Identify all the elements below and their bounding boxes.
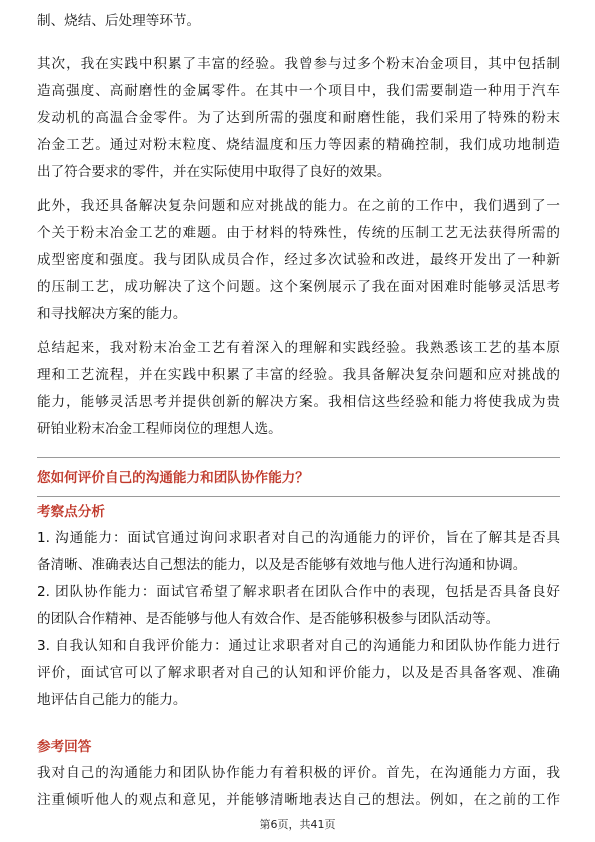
paragraph-problem-solving [37, 193, 560, 328]
text-line: 研铂业粉末冶金工程师岗位的理想人选。 [37, 421, 282, 437]
text-line: 其次，我在实践中积累了丰富的经验。我曾参与过多个粉末冶金项目，其中包括制 [37, 56, 560, 72]
text-line: 我对自己的沟通能力和团队协作能力有着积极的评价。首先，在沟通能力方面，我 [37, 765, 560, 781]
paragraph-summary [37, 335, 560, 443]
text-line: 此外，我还具备解决复杂问题和应对挑战的能力。在之前的工作中，我们遇到了一 [37, 198, 560, 214]
page-footer: 第6页，共41页 [259, 818, 336, 831]
list-item: 评价，面试官可以了解求职者对自己的认知和评价能力，以及是否具备客观、准确 [37, 665, 560, 681]
analysis-list [37, 525, 560, 714]
paragraph-continuation [37, 8, 560, 35]
text-line: 冶金工艺。通过对粉末粒度、烧结温度和压力等因素的精确控制，我们成功地制造 [37, 137, 560, 153]
list-item: 2. 团队协作能力：面试官希望了解求职者在团队合作中的表现，包括是否具备良好 [37, 584, 560, 600]
text-line: 造高强度、高耐磨性的金属零件。在其中一个项目中，我们需要制造一种用于汽车 [37, 83, 560, 99]
answer-paragraph [37, 760, 560, 814]
list-item: 的团队合作精神、是否能够与他人有效合作、是否能够积极参与团队活动等。 [37, 611, 500, 627]
text-line: 个关于粉末冶金工艺的难题。由于材料的特殊性，传统的压制工艺无法获得所需的 [37, 225, 560, 241]
list-item: 1. 沟通能力：面试官通过询问求职者对自己的沟通能力的评价，旨在了解其是否具 [37, 530, 560, 546]
divider [37, 496, 560, 497]
list-item: 3. 自我认知和自我评价能力：通过让求职者对自己的沟通能力和团队协作能力进行 [37, 638, 560, 654]
question-heading: 您如何评价自己的沟通能力和团队协作能力？ [37, 470, 309, 486]
analysis-heading: 考察点分析 [37, 504, 105, 520]
text-line: 发动机的高温合金零件。为了达到所需的强度和耐磨性能，我们采用了特殊的粉末 [37, 110, 560, 126]
text-line: 理和工艺流程，并在实践中积累了丰富的经验。我具备解决复杂问题和应对挑战的 [37, 367, 560, 383]
list-item: 地评估自己能力的能力。 [37, 692, 187, 708]
paragraph-experience [37, 51, 560, 186]
text-line: 和寻找解决方案的能力。 [37, 306, 187, 322]
answer-heading: 参考回答 [37, 739, 92, 755]
text-line: 出了符合要求的零件，并在实际使用中取得了良好的效果。 [37, 164, 391, 180]
text-line: 总结起来，我对粉末冶金工艺有着深入的理解和实践经验。我熟悉该工艺的基本原 [37, 340, 560, 356]
list-item: 备清晰、准确表达自己想法的能力，以及是否能够有效地与他人进行沟通和协调。 [37, 557, 527, 573]
text-line: 注重倾听他人的观点和意见，并能够清晰地表达自己的想法。例如，在之前的工作 [37, 792, 560, 808]
text-line: 制、烧结、后处理等环节。 [37, 13, 201, 29]
text-line: 成型密度和强度。我与团队成员合作，经过多次试验和改进，最终开发出了一种新 [37, 252, 560, 268]
text-line: 能力，能够灵活思考并提供创新的解决方案。我相信这些经验和能力将使我成为贵 [37, 394, 560, 410]
text-line: 的压制工艺，成功解决了这个问题。这个案例展示了我在面对困难时能够灵活思考 [37, 279, 560, 295]
divider [37, 457, 560, 458]
